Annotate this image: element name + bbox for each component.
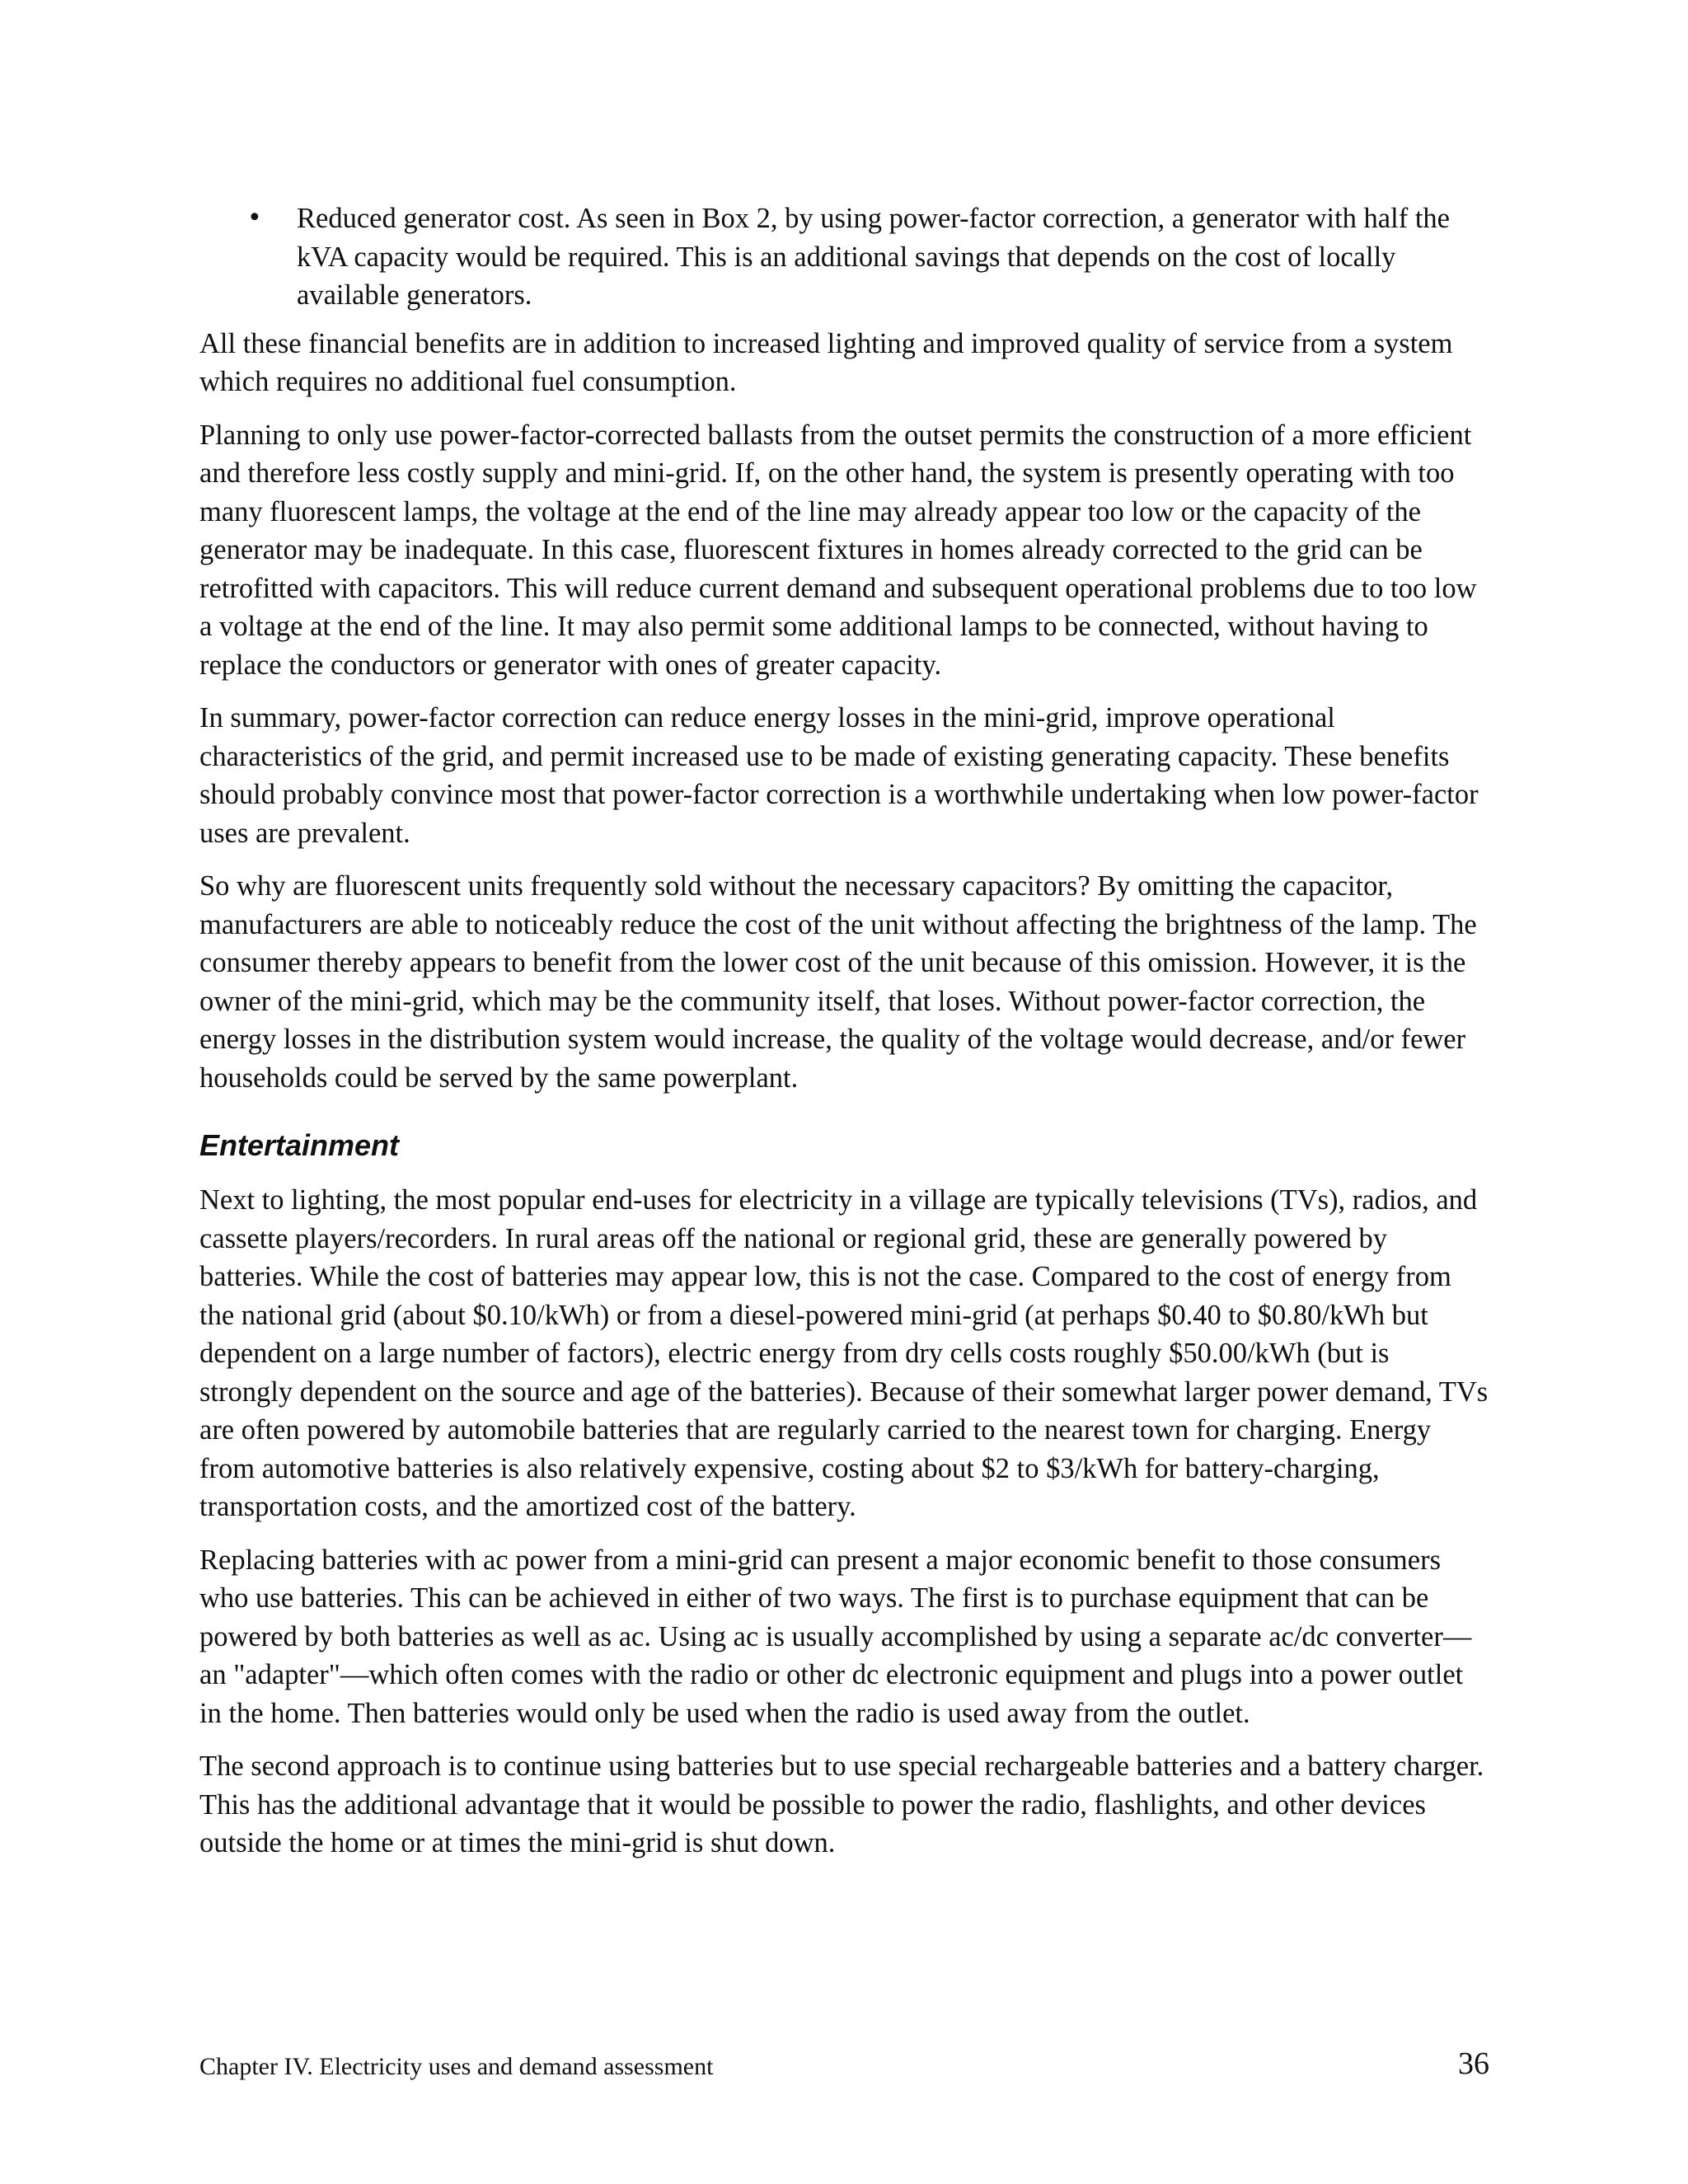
paragraph-end-uses: Next to lighting, the most popular end-uses for electricity in a village are typically televisions (TVs), radios, and cassette players/recorders. In rural areas off the national or regional grid, these are generally powered by batteries. While the cost of batteries may appear low, this is not the case. Compared to the cost of energy from the national grid (about $0.10/kWh) or from a diesel-powered mini-grid (at perhaps $0.40 to $0.80/kWh but dependent on a large number of factors), electric energy from dry cells costs roughly $50.00/kWh (but is strongly dependent on the source and age of the batteries). Because of their somewhat larger power demand, TVs are often powered by automobile batteries that are regularly carried to the nearest town for charging. Energy from automotive batteries is also relatively expensive, costing about $2 to $3/kWh for battery-charging, transportation costs, and the amortized cost of the battery. [199,1184,1489,1522]
paragraph-replacing-batteries: Replacing batteries with ac power from a mini-grid can present a major economic benefit to those consumers who use batteries. This can be achieved in either of two ways. The first is to purchase equipment that can be powered by both batteries as well as ac. Using ac is usually accomplished by using a separate ac/dc converter—an "adapter"—which often comes with the radio or other dc electronic equipment and plugs into a power outlet in the home. Then batteries would only be used when the radio is used away from the outlet. [199,1544,1472,1729]
paragraph-second-approach: The second approach is to continue using batteries but to use special rechargeable batteries and a battery charger. This has the additional advantage that it would be possible to power the radio, flashlights, and other devices outside the home or at times the mini-grid is shut down. [199,1750,1484,1858]
bullet-text: Reduced generator cost. As seen in Box 2, by using power-factor correction, a generator with half the kVA capacity would be required. This is an additional savings that depends on the cost of locally available generators. [297,203,1450,311]
page-footer [199,2044,1489,2085]
paragraph-planning-ballasts: Planning to only use power-factor-corrected ballasts from the outset permits the construction of a more efficient and therefore less costly supply and mini-grid. If, on the other hand, the system is presently operating with too many fluorescent lamps, the voltage at the end of the line may already appear too low or the capacity of the generator may be inadequate. In this case, fluorescent fixtures in homes already corrected to the grid can be retrofitted with capacitors. This will reduce current demand and subsequent operational problems due to too low a voltage at the end of the line. It may also permit some additional lamps to be connected, without having to replace the conductors or generator with ones of greater capacity. [199,419,1477,681]
footer-chapter-title: Chapter IV. Electricity uses and demand assessment [199,2053,714,2080]
paragraph-financial-benefits: All these financial benefits are in addition to increased lighting and improved quality of service from a system which requires no additional fuel consumption. [199,327,1453,397]
page-body [199,199,1489,1877]
paragraph-summary: In summary, power-factor correction can reduce energy losses in the mini-grid, improve operational characteristics of the grid, and permit increased use to be made of existing generating capacity. These benefits should probably convince most that power-factor correction is a worthwhile undertaking when low power-factor uses are prevalent. [199,702,1479,849]
section-heading-entertainment: Entertainment [199,1128,400,1162]
bullet-icon: • [247,204,262,232]
paragraph-capacitors-omitted: So why are fluorescent units frequently sold without the necessary capacitors? By omitting the capacitor, manufacturers are able to noticeably reduce the cost of the unit without affecting the brightness of the lamp. The consumer thereby appears to benefit from the lower cost of the unit because of this omission. However, it is the owner of the mini-grid, which may be the community itself, that loses. Without power-factor correction, the energy losses in the distribution system would increase, the quality of the voltage would decrease, and/or fewer households could be served by the same powerplant. [199,870,1477,1094]
bullet-item-generator-cost [199,199,1489,315]
page-number: 36 [1458,2046,1489,2081]
